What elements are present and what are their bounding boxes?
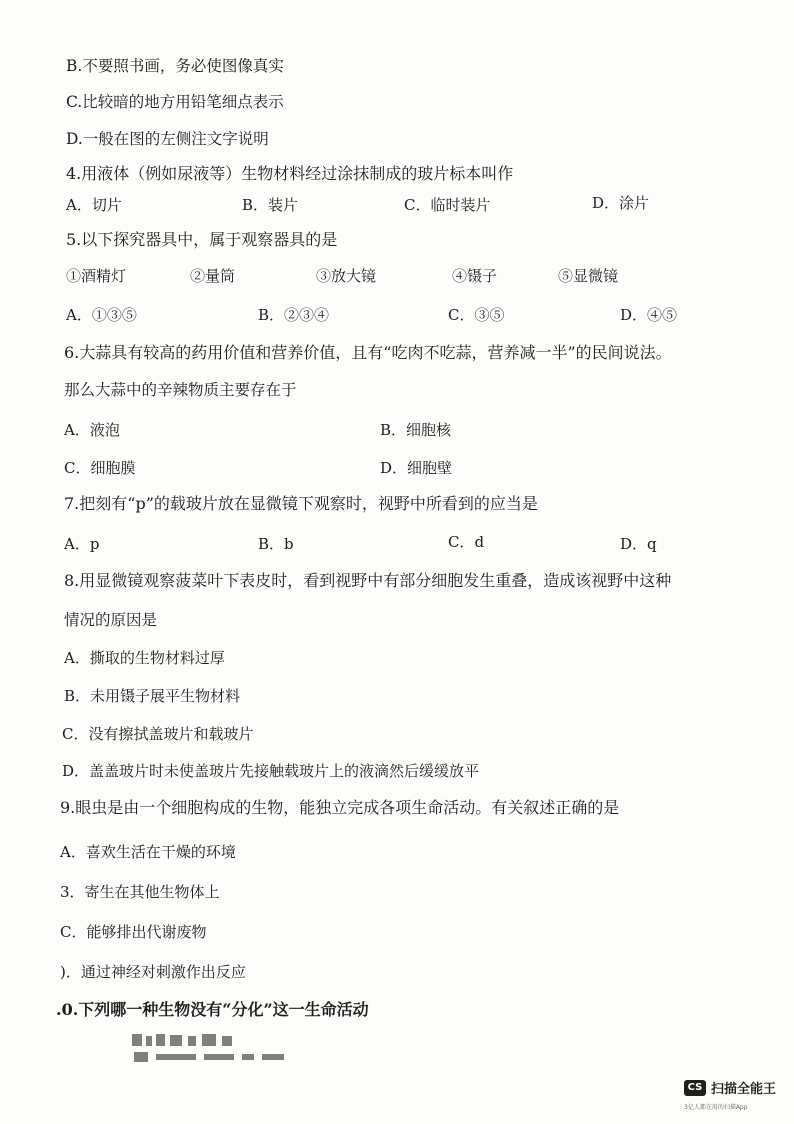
q9-option-b: 3．寄生在其他生物体上 — [60, 883, 220, 901]
option-b-prev: B.不要照书画，务必使图像真实 — [66, 57, 284, 75]
q5-option-c: C．③⑤ — [448, 306, 505, 324]
q5-option-b: B．②③④ — [258, 306, 330, 324]
illegible-text-smudge — [130, 1030, 330, 1066]
question-5: 5.以下探究器具中，属于观察器具的是 — [66, 230, 338, 249]
q7-option-a: A．p — [64, 535, 100, 553]
watermark-tagline: 3亿人都在用的扫描App — [684, 1104, 748, 1111]
q5-item-3: ③放大镜 — [316, 267, 377, 285]
watermark-app-name: 扫描全能王 — [711, 1082, 777, 1097]
question-10: .0.下列哪一种生物没有“分化”这一生命活动 — [56, 1000, 369, 1019]
q6-option-a: A．液泡 — [64, 421, 120, 439]
q9-option-d: )．通过神经对刺激作出反应 — [60, 963, 246, 981]
question-8-line-2: 情况的原因是 — [64, 611, 158, 629]
camscanner-logo-icon: CS — [684, 1080, 706, 1096]
question-6-line-1: 6.大蒜具有较高的药用价值和营养价值，且有“吃肉不吃蒜，营养减一半”的民间说法。 — [64, 343, 672, 362]
q8-option-c: C．没有擦拭盖玻片和载玻片 — [62, 725, 254, 743]
q5-item-5: ⑤显微镜 — [558, 267, 619, 285]
q8-option-b: B．未用镊子展平生物材料 — [64, 687, 241, 705]
question-9: 9.眼虫是由一个细胞构成的生物，能独立完成各项生命活动。有关叙述正确的是 — [60, 798, 620, 817]
q5-option-d: D．④⑤ — [620, 306, 678, 324]
option-c-prev: C.比较暗的地方用铅笔细点表示 — [66, 93, 284, 111]
q6-option-b: B．细胞核 — [380, 421, 452, 439]
q7-option-d: D．q — [620, 535, 657, 553]
q4-option-d: D．涂片 — [592, 194, 650, 212]
q7-option-b: B．b — [258, 535, 294, 553]
question-7: 7.把刻有“p”的载玻片放在显微镜下观察时，视野中所看到的应当是 — [64, 494, 538, 513]
question-8-line-1: 8.用显微镜观察菠菜叶下表皮时，看到视野中有部分细胞发生重叠，造成该视野中这种 — [64, 571, 672, 590]
option-d-prev: D.一般在图的左侧注文字说明 — [66, 130, 269, 148]
q8-option-a: A．撕取的生物材料过厚 — [64, 649, 225, 667]
q4-option-c: C．临时装片 — [404, 196, 491, 214]
q9-option-c: C．能够排出代谢废物 — [60, 923, 207, 941]
q8-option-d: D．盖盖玻片时未使盖玻片先接触载玻片上的液滴然后缓缓放平 — [62, 762, 480, 780]
scanner-watermark — [684, 1078, 776, 1097]
q9-option-a: A．喜欢生活在干燥的环境 — [60, 843, 236, 861]
q5-item-1: ①酒精灯 — [66, 267, 127, 285]
q7-option-c: C．d — [448, 533, 485, 551]
q5-option-a: A．①③⑤ — [66, 306, 137, 324]
q4-option-a: A．切片 — [66, 196, 122, 214]
q5-item-2: ②量筒 — [190, 267, 236, 285]
q4-option-b: B．装片 — [242, 196, 299, 214]
q6-option-d: D．细胞壁 — [380, 459, 453, 477]
question-4: 4.用液体（例如尿液等）生物材料经过涂抹制成的玻片标本叫作 — [66, 164, 514, 183]
question-6-line-2: 那么大蒜中的辛辣物质主要存在于 — [64, 381, 297, 399]
q6-option-c: C．细胞膜 — [64, 459, 136, 477]
q5-item-4: ④镊子 — [452, 267, 498, 285]
